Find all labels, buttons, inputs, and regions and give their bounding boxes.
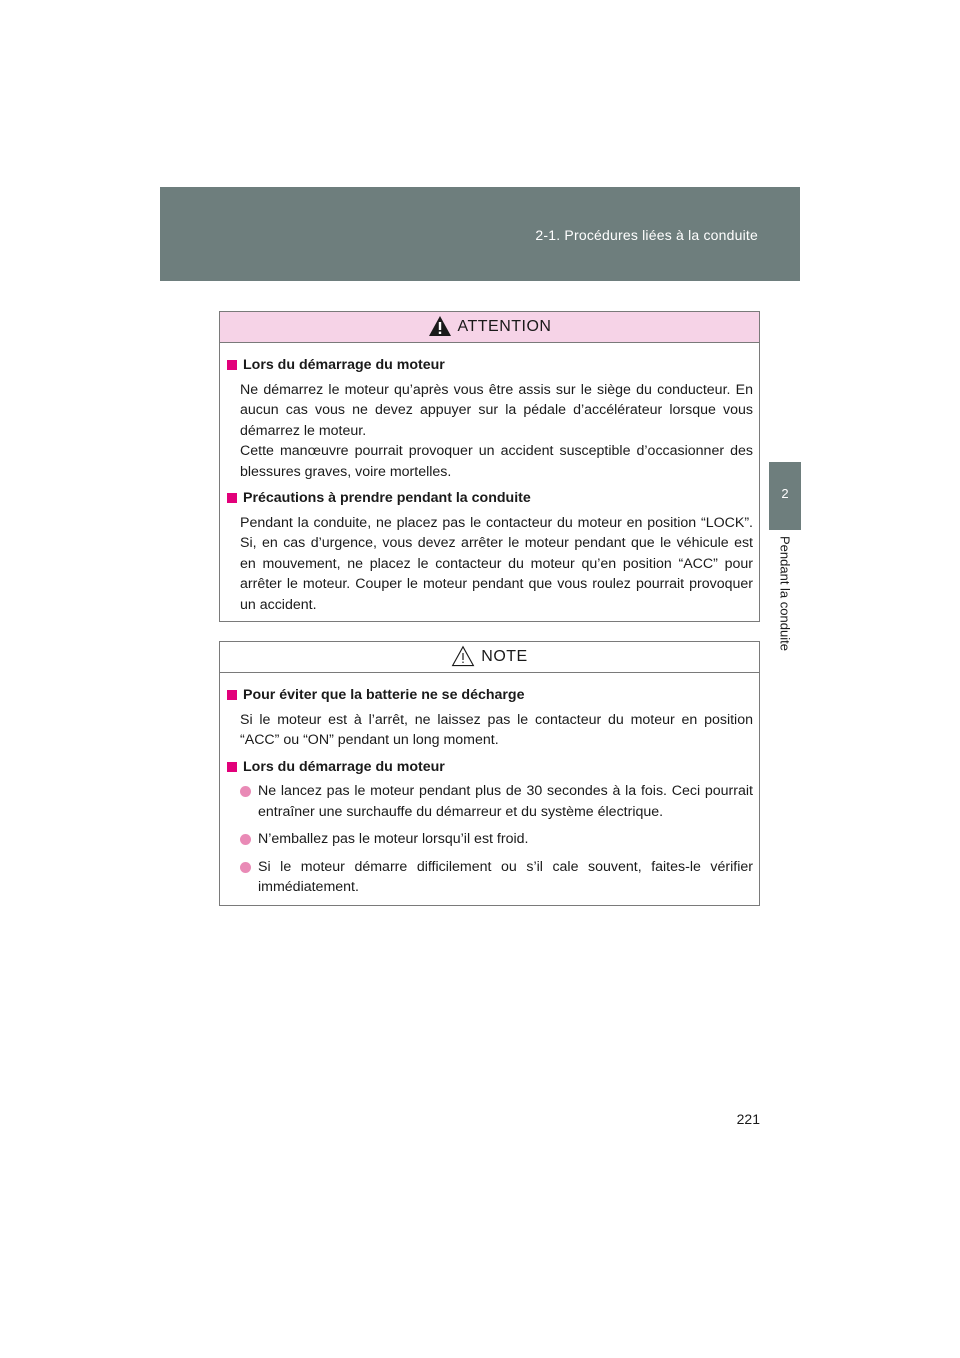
note-section-title: Lors du démarrage du moteur bbox=[226, 757, 753, 778]
attention-title: ATTENTION bbox=[457, 318, 552, 335]
list-item: N’emballez pas le moteur lorsqu’il est froid. bbox=[240, 829, 753, 850]
chapter-tab bbox=[769, 462, 801, 530]
attention-section-title: Lors du démarrage du moteur bbox=[226, 355, 753, 376]
attention-paragraph: Ne démarrez le moteur qu’après vous être assis sur le siège du conducteur. En aucun cas vous ne devez appuyer sur la pédale d’accélérateur lorsque vous démarrez le moteur. Cette manœuvre pourrait provoquer un accident susceptible d’occasionner des blessures graves, voire mortelles. bbox=[240, 381, 753, 480]
chapter-number: 2 bbox=[781, 486, 789, 501]
section-square-icon bbox=[227, 762, 237, 772]
chapter-side-label: Pendant la conduite bbox=[777, 536, 793, 651]
attention-body bbox=[220, 343, 759, 615]
attention-header bbox=[220, 312, 759, 343]
note-title: NOTE bbox=[481, 648, 528, 665]
section-title: 2-1. Procédures liées à la conduite bbox=[535, 227, 758, 243]
note-section-title: Pour éviter que la batterie ne se décharge bbox=[226, 685, 753, 706]
attention-paragraph: Pendant la conduite, ne placez pas le contacteur du moteur en position “LOCK”. Si, en cas d’urgence, vous devez arrêter le moteur pendant que le véhicule est en mouvement, ne placez le contacteur du moteur qu’en position “ACC” pour arrêter le moteur. Couper le moteur pendant que vous roulez pourrait provoquer un accident. bbox=[240, 514, 753, 613]
section-square-icon bbox=[227, 360, 237, 370]
list-item: Ne lancez pas le moteur pendant plus de 30 secondes à la fois. Ceci pourrait entraîner une surchauffe du démarreur et du système électrique. bbox=[240, 781, 753, 822]
warning-outline-icon bbox=[451, 645, 475, 667]
chapter-header-band bbox=[160, 187, 800, 281]
warning-icon bbox=[428, 315, 452, 337]
bullet-dot-icon bbox=[240, 786, 251, 797]
note-header bbox=[220, 642, 759, 673]
attention-section-title: Précautions à prendre pendant la conduite bbox=[226, 488, 753, 509]
note-box bbox=[219, 641, 760, 906]
page-number: 221 bbox=[736, 1111, 760, 1127]
section-square-icon bbox=[227, 493, 237, 503]
bullet-dot-icon bbox=[240, 834, 251, 845]
note-paragraph: Si le moteur est à l’arrêt, ne laissez pas le contacteur du moteur en position “ACC” ou “ON” pendant un long moment. bbox=[240, 711, 753, 748]
bullet-dot-icon bbox=[240, 862, 251, 873]
list-item: Si le moteur démarre difficilement ou s’il cale souvent, faites-le vérifier immédiatement. bbox=[240, 857, 753, 898]
note-body bbox=[220, 673, 759, 898]
chapter-side-label-wrap bbox=[772, 536, 798, 666]
section-square-icon bbox=[227, 690, 237, 700]
attention-box bbox=[219, 311, 760, 622]
